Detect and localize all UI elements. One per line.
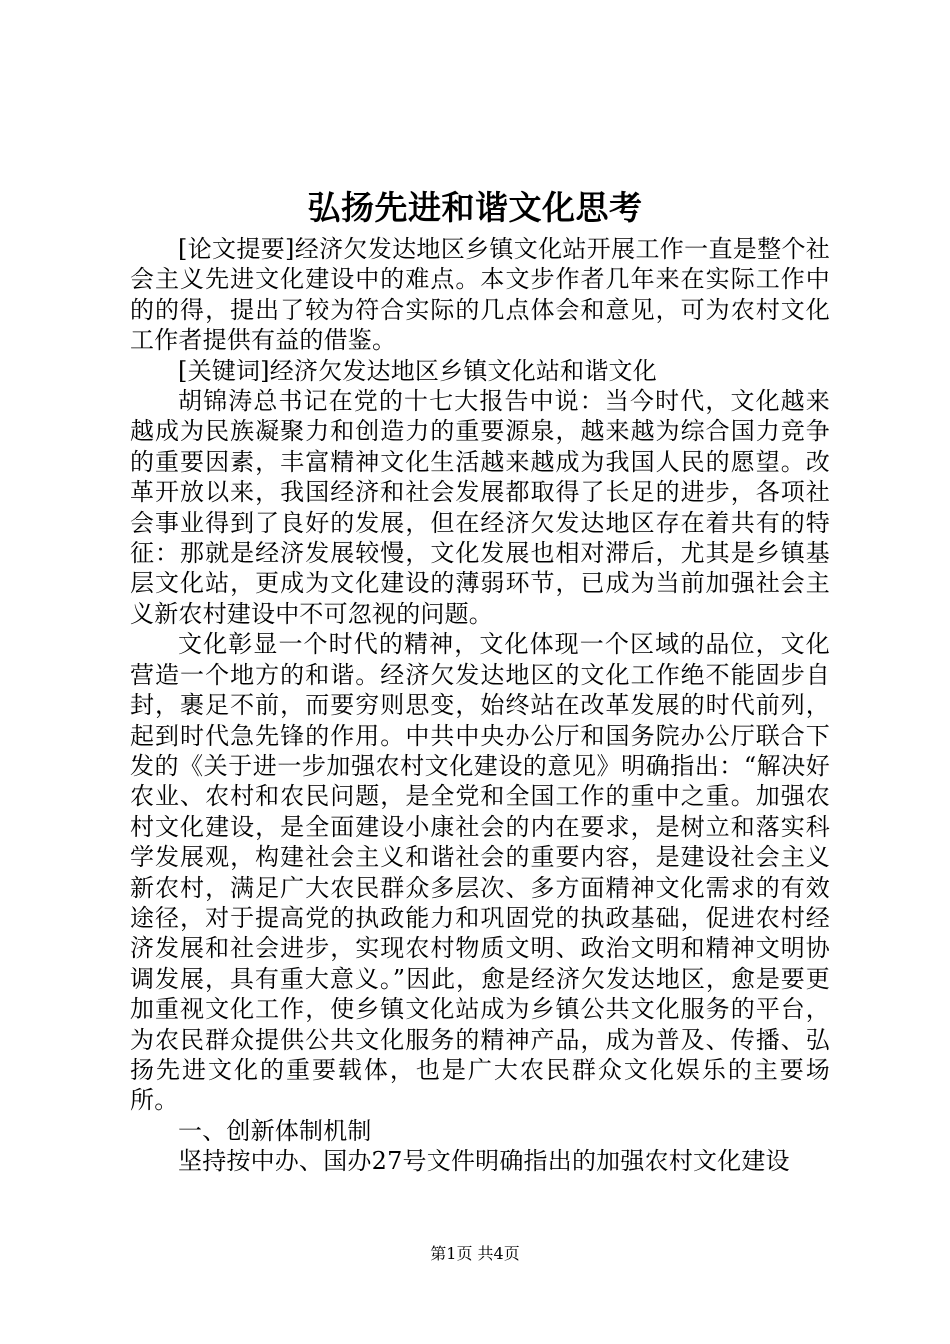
abstract-paragraph: [论文提要]经济欠发达地区乡镇文化站开展工作一直是整个社会主义先进文化建设中的难点。本文步作者几年来在实际工作中的的得，提出了较为符合实际的几点体会和意见，可为农村文化工作者提供有益的借鉴。 bbox=[130, 235, 830, 355]
keywords-paragraph: [关键词]经济欠发达地区乡镇文化站和谐文化 bbox=[178, 356, 657, 385]
section-heading: 一、创新体制机制 bbox=[178, 1116, 372, 1145]
document-body bbox=[130, 234, 830, 1177]
page-footer: 第1页 共4页 bbox=[430, 1244, 520, 1263]
body-paragraph: 文化彰显一个时代的精神，文化体现一个区域的品位，文化营造一个地方的和谐。经济欠发达地区的文化工作绝不能固步自封，裹足不前，而要穷则思变，始终站在改革发展的时代前列，起到时代急先锋的作用。中共中央办公厅和国务院办公厅联合下发的《关于进一步加强农村文化建设的意见》明确指出：“解决好农业、农村和农民问题，是全党和全国工作的重中之重。加强农村文化建设，是全面建设小康社会的内在要求，是树立和落实科学发展观，构建社会主义和谐社会的重要内容，是建设社会主义新农村，满足广大农民群众多层次、多方面精神文化需求的有效途径，对于提高党的执政能力和巩固党的执政基础，促进农村经济发展和社会进步，实现农村物质文明、政治文明和精神文明协调发展，具有重大意义。”因此，愈是经济欠发达地区，愈是要更加重视文化工作，使乡镇文化站成为乡镇公共文化服务的平台，为农民群众提供公共文化服务的精神产品，成为普及、传播、弘扬先进文化的重要载体，也是广大农民群众文化娱乐的主要场所。 bbox=[130, 630, 830, 1115]
body-paragraph: 胡锦涛总书记在党的十七大报告中说：当今时代，文化越来越成为民族凝聚力和创造力的重要源泉，越来越为综合国力竞争的重要因素，丰富精神文化生活越来越成为我国人民的愿望。改革开放以来，我国经济和社会发展都取得了长足的进步，各项社会事业得到了良好的发展，但在经济欠发达地区存在着共有的特征：那就是经济发展较慢，文化发展也相对滞后，尤其是乡镇基层文化站，更成为文化建设的薄弱环节，已成为当前加强社会主义新农村建设中不可忽视的问题。 bbox=[130, 387, 830, 628]
document-title: 弘扬先进和谐文化思考 bbox=[307, 188, 643, 227]
body-paragraph: 坚持按中办、国办27号文件明确指出的加强农村文化建设 bbox=[178, 1147, 790, 1176]
